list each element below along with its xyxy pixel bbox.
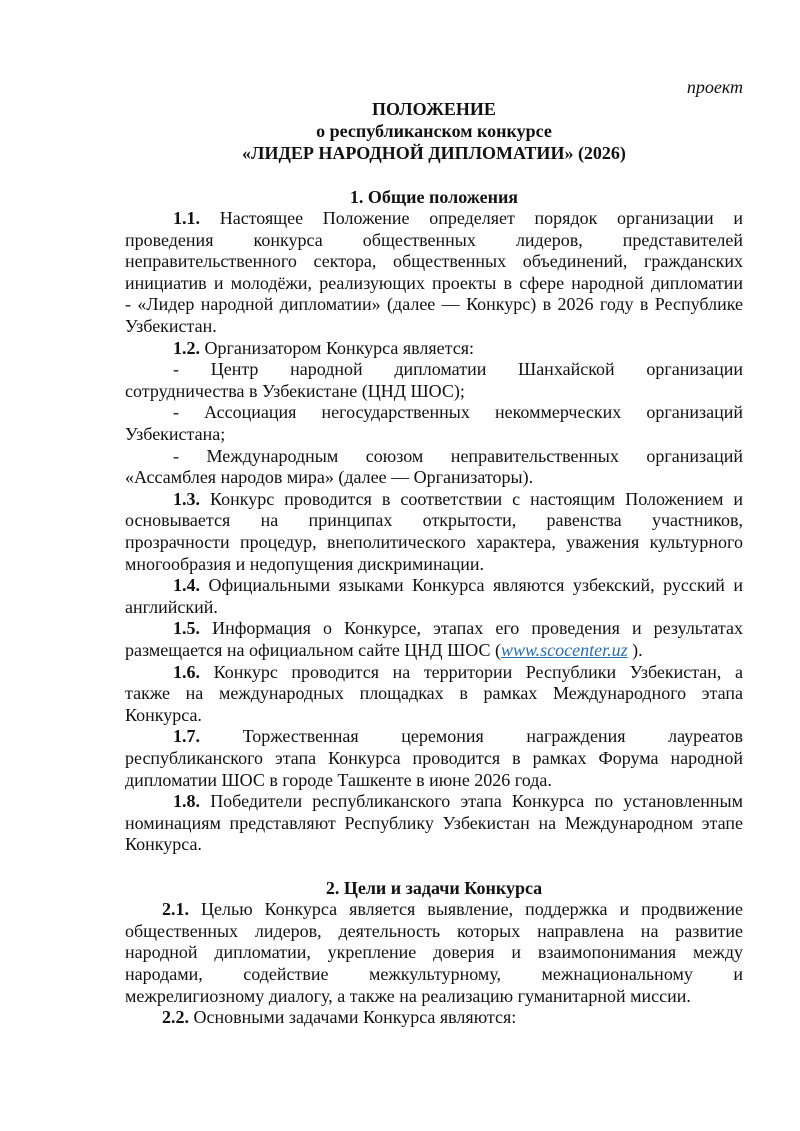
paragraph-1-1-line: - «Лидер народной дипломатии» (далее — Конкурс) в 2026 году в Республике	[125, 294, 743, 314]
paragraph-1-1-line: Узбекистан.	[125, 316, 217, 336]
paragraph-2-1-line: народами, содействие межкультурному, межнациональному и	[125, 964, 743, 984]
paragraph-1-7-line: дипломатии ШОС в городе Ташкенте в июне 2026 года.	[125, 770, 552, 790]
paragraph-1-4-line: 1.4. Официальными языками Конкурса являются узбекский, русский и	[173, 575, 743, 595]
paragraph-1-2-line: - Международным союзом неправительственных организаций	[173, 446, 743, 466]
contest-name: «ЛИДЕР НАРОДНОЙ ДИПЛОМАТИИ» (2026)	[242, 143, 626, 163]
section-1-heading: 1. Общие положения	[349, 187, 519, 207]
paragraph-1-1-line: неправительственного сектора, общественных объединений, гражданских	[125, 251, 743, 271]
paragraph-1-1-line: проведения конкурса общественных лидеров, представителей	[125, 230, 743, 250]
paragraph-1-2-line: Узбекистана;	[125, 424, 226, 444]
paragraph-1-7-line: 1.7. Торжественная церемония награждения лауреатов	[173, 726, 744, 746]
document-title: ПОЛОЖЕНИЕ	[372, 99, 496, 119]
paragraph-1-6-line: Конкурса.	[125, 705, 202, 725]
paragraph-1-2-line: сотрудничества в Узбекистане (ЦНД ШОС);	[125, 381, 465, 401]
paragraph-1-2-line: 1.2. Организатором Конкурса является:	[173, 338, 475, 358]
paragraph-1-8-line: Конкурса.	[125, 834, 202, 854]
paragraph-1-2-line: - Ассоциация негосударственных некоммерческих организаций	[173, 402, 743, 422]
paragraph-1-8-line: 1.8. Победители республиканского этапа Конкурса по установленным	[173, 791, 743, 811]
paragraph-1-5-line: 1.5. Информация о Конкурсе, этапах его проведения и результатах	[173, 618, 744, 638]
paragraph-1-7-line: республиканского этапа Конкурса проводится в рамках Форума народной	[125, 748, 743, 768]
paragraph-1-2-line: «Ассамблея народов мира» (далее — Организаторы).	[125, 467, 534, 487]
section-2-heading: 2. Цели и задачи Конкурса	[325, 878, 543, 898]
paragraph-2-2-line: 2.2. Основными задачами Конкурса являются:	[162, 1007, 517, 1027]
paragraph-1-3-line: многообразия и недопущения дискриминации.	[125, 554, 485, 574]
scocenter-link[interactable]: www.scocenter.uz	[500, 640, 628, 660]
paragraph-1-1-line: инициатив и молодёжи, реализующих проекты в сфере народной дипломатии	[125, 273, 743, 293]
paragraph-1-4-line: английский.	[125, 597, 218, 617]
document-subtitle: о республиканском конкурсе	[316, 121, 552, 141]
paragraph-1-6-line: также на международных площадках в рамках Международного этапа	[125, 683, 743, 703]
paragraph-1-3-line: основывается на принципах открытости, равенства участников,	[125, 510, 743, 530]
draft-label: проект	[686, 77, 743, 97]
paragraph-1-2-line: - Центр народной дипломатии Шанхайской организации	[173, 359, 743, 379]
paragraph-1-3-line: 1.3. Конкурс проводится в соответствии с настоящим Положением и	[173, 489, 743, 509]
paragraph-1-3-line: прозрачности процедур, внеполитического характера, уважения культурного	[125, 532, 743, 552]
paragraph-2-1-line: межрелигиозному диалогу, а также на реализацию гуманитарной миссии.	[125, 986, 691, 1006]
paragraph-2-1-line: народной дипломатии, укрепление доверия и взаимопонимания между	[125, 942, 743, 962]
paragraph-1-5-line: размещается на официальном сайте ЦНД ШОС (www.scocenter.uz ).	[125, 640, 643, 660]
paragraph-2-1-line: общественных лидеров, деятельность которых направлена на развитие	[125, 921, 743, 941]
paragraph-1-1-line: 1.1. Настоящее Положение определяет порядок организации и	[173, 208, 744, 228]
paragraph-2-1-line: 2.1. Целью Конкурса является выявление, поддержка и продвижение	[162, 899, 744, 919]
paragraph-1-8-line: номинациям представляют Республику Узбекистан на Международном этапе	[125, 813, 743, 833]
paragraph-1-6-line: 1.6. Конкурс проводится на территории Республики Узбекистан, а	[173, 662, 743, 682]
